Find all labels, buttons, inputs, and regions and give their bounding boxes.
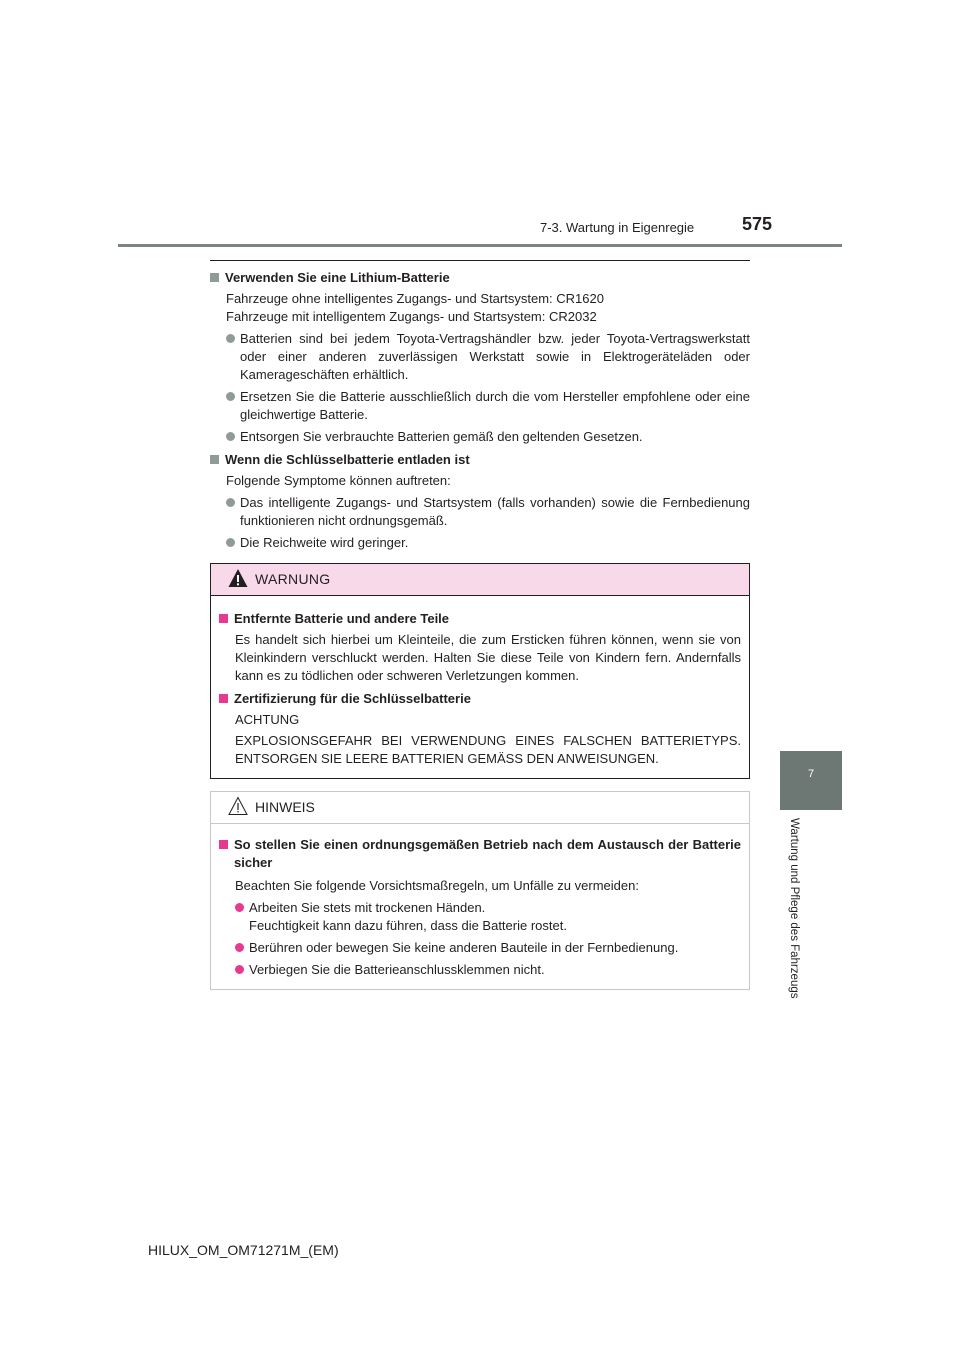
chapter-number: 7 — [807, 768, 815, 780]
body-line: Folgende Symptome können auftreten: — [226, 473, 451, 488]
note-heading: So stellen Sie einen ordnungsgemäßen Betrieb nach dem Austausch der Batterie sicher — [219, 836, 741, 872]
warning-text: Es handelt sich hierbei um Kleinteile, die zum Ersticken führen können, wenn sie von Kleinkindern verschluckt werden. Halten Sie diese Teile von Kindern fern. Andernfalls kann es zu tödlichen oder schweren Verletzungen kommen. — [235, 632, 741, 683]
warning-box — [210, 563, 750, 779]
note-text: Beachten Sie folgende Vorsichtsmaßregeln, um Unfälle zu vermeiden: — [235, 878, 639, 893]
round-bullet-icon — [226, 498, 235, 507]
body-line: Fahrzeuge mit intelligentem Zugangs- und Startsystem: CR2032 — [226, 309, 597, 324]
round-bullet-icon — [235, 903, 244, 912]
header-rule — [118, 244, 842, 247]
square-bullet-icon — [219, 694, 228, 703]
note-box — [210, 791, 750, 990]
body-line: Fahrzeuge ohne intelligentes Zugangs- und Startsystem: CR1620 — [226, 291, 604, 306]
round-bullet-icon — [235, 943, 244, 952]
section-heading: Verwenden Sie eine Lithium-Batterie — [210, 269, 750, 287]
warning-title: WARNUNG — [255, 571, 331, 587]
list-item: Das intelligente Zugangs- und Startsystem (falls vorhanden) sowie die Fernbedienung funktionieren nicht ordnungsgemäß. — [226, 494, 750, 530]
section-heading: Wenn die Schlüsselbatterie entladen ist — [210, 451, 750, 469]
round-bullet-icon — [226, 392, 235, 401]
page-number: 575 — [742, 214, 773, 234]
warning-heading: Entfernte Batterie und andere Teile — [219, 610, 741, 628]
note-body — [211, 824, 749, 979]
round-bullet-icon — [226, 538, 235, 547]
chapter-label-vertical — [782, 818, 802, 1028]
note-list-item: Verbiegen Sie die Batterieanschlussklemmen nicht. — [235, 961, 741, 979]
note-header — [211, 792, 749, 824]
round-bullet-icon — [226, 432, 235, 441]
warning-text: EXPLOSIONSGEFAHR BEI VERWENDUNG EINES FALSCHEN BATTERIETYPS. ENTSORGEN SIE LEERE BATTERIEN GEMÄSS DEN ANWEISUNGEN. — [235, 733, 741, 766]
chapter-tab — [780, 751, 842, 810]
square-bullet-icon — [219, 614, 228, 623]
footer-doc-id: HILUX_OM_OM71271M_(EM) — [148, 1242, 339, 1258]
note-list-item: Arbeiten Sie stets mit trockenen Händen. Feuchtigkeit kann dazu führen, dass die Batterie rostet. — [235, 899, 741, 935]
round-bullet-icon — [235, 965, 244, 974]
square-bullet-icon — [210, 273, 219, 282]
warning-triangle-icon — [228, 568, 248, 588]
note-title: HINWEIS — [255, 799, 315, 815]
square-bullet-icon — [210, 455, 219, 464]
header-section-title: 7-3. Wartung in Eigenregie — [540, 220, 695, 235]
chapter-title: Wartung und Pflege des Fahrzeugs — [788, 818, 800, 999]
list-item: Die Reichweite wird geringer. — [226, 534, 750, 552]
warning-body — [211, 596, 749, 768]
note-list-item: Berühren oder bewegen Sie keine anderen Bauteile in der Fernbedienung. — [235, 939, 741, 957]
round-bullet-icon — [226, 334, 235, 343]
list-item: Batterien sind bei jedem Toyota-Vertragshändler bzw. jeder Toyota-Vertragswerkstatt oder einer anderen zuverlässigen Werkstatt sowie in Elektrogeräteläden oder Kamerageschäften erhältlich. — [226, 330, 750, 384]
list-item: Entsorgen Sie verbrauchte Batterien gemäß den geltenden Gesetzen. — [226, 428, 750, 446]
warning-heading: Zertifizierung für die Schlüsselbatterie — [219, 690, 741, 708]
square-bullet-icon — [219, 840, 228, 849]
warning-header — [211, 564, 749, 596]
content-rule — [210, 260, 750, 261]
warning-text: ACHTUNG — [235, 712, 300, 727]
main-content — [210, 260, 750, 552]
list-item: Ersetzen Sie die Batterie ausschließlich durch die vom Hersteller empfohlene oder eine gleichwertige Batterie. — [226, 388, 750, 424]
caution-triangle-icon — [228, 796, 248, 816]
